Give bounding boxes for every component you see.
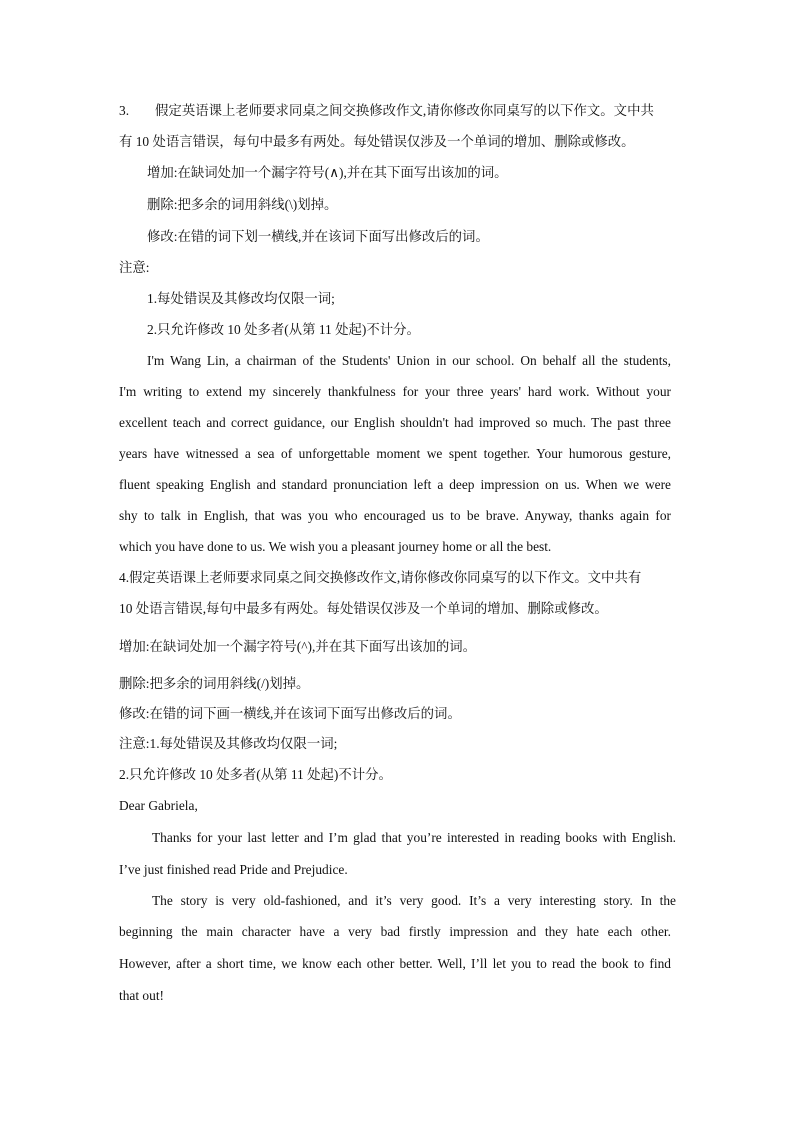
q3-number: 3.	[119, 103, 130, 118]
q3-essay-line: I'm Wang Lin, a chairman of the Students' Union in our school. On behalf all the students,	[147, 353, 671, 368]
q3-essay-line: shy to talk in English, that was you who encouraged us to be brave. Anyway, thanks again for	[119, 508, 671, 523]
q4-add-rule: 增加:在缺词处加一个漏字符号(^),并在其下面写出该加的词。	[119, 639, 477, 654]
q3-essay-line: I'm writing to extend my sincerely thankfulness for your three years' hard work. Without your	[119, 384, 671, 399]
q4-essay-line: Thanks for your last letter and I’m glad that you’re interested in reading books with English.	[152, 830, 676, 845]
q3-note-2: 2.只允许修改 10 处多者(从第 11 处起)不计分。	[147, 322, 420, 337]
q3-essay-line: years have witnessed a sea of unforgettable moment we spent together. Your humorous gesture,	[119, 446, 671, 461]
q4-note-1: 注意:1.每处错误及其修改均仅限一词;	[119, 736, 338, 751]
q4-instruction-line-1: 4.假定英语课上老师要求同桌之间交换修改作文,请你修改你同桌写的以下作文。文中共有	[119, 570, 642, 585]
q3-note-label: 注意:	[119, 260, 150, 275]
q4-essay-line: that out!	[119, 988, 164, 1003]
q4-instruction-line-2: 10 处语言错误,每句中最多有两处。每处错误仅涉及一个单词的增加、删除或修改。	[119, 601, 608, 616]
q3-modify-rule: 修改:在错的词下划一横线,并在该词下面写出修改后的词。	[147, 229, 489, 244]
q3-essay-line: excellent teach and correct guidance, our English shouldn't had improved so much. The past three	[119, 415, 671, 430]
q3-delete-rule: 删除:把多余的词用斜线(\)划掉。	[147, 197, 338, 212]
q4-note-2: 2.只允许修改 10 处多者(从第 11 处起)不计分。	[119, 767, 392, 782]
q3-instruction-line-1	[119, 102, 679, 120]
q4-essay-line: However, after a short time, we know each other better. Well, I’ll let you to read the book to find	[119, 956, 671, 971]
q4-essay-line: The story is very old-fashioned, and it’s very good. It’s a very interesting story. In the	[152, 893, 676, 908]
q3-essay-line: fluent speaking English and standard pronunciation left a deep impression on us. When we were	[119, 477, 671, 492]
q3-instruction-text-1: 假定英语课上老师要求同桌之间交换修改作文,请你修改你同桌写的以下作文。文中共	[155, 103, 654, 118]
q4-modify-rule: 修改:在错的词下画一横线,并在该词下面写出修改后的词。	[119, 706, 461, 721]
q4-essay-line: beginning the main character have a very bad firstly impression and they hate each other.	[119, 924, 671, 939]
q4-essay-line: I’ve just finished read Pride and Prejudice.	[119, 862, 348, 877]
q3-add-rule: 增加:在缺词处加一个漏字符号(∧),并在其下面写出该加的词。	[147, 165, 508, 180]
q4-salutation: Dear Gabriela,	[119, 798, 198, 813]
q3-note-1: 1.每处错误及其修改均仅限一词;	[147, 291, 335, 306]
q4-delete-rule: 删除:把多余的词用斜线(/)划掉。	[119, 676, 310, 691]
q3-essay-line: which you have done to us. We wish you a pleasant journey home or all the best.	[119, 539, 552, 554]
q3-instruction-line-2: 有 10 处语言错误，每句中最多有两处。每处错误仅涉及一个单词的增加、删除或修改。	[119, 134, 635, 149]
